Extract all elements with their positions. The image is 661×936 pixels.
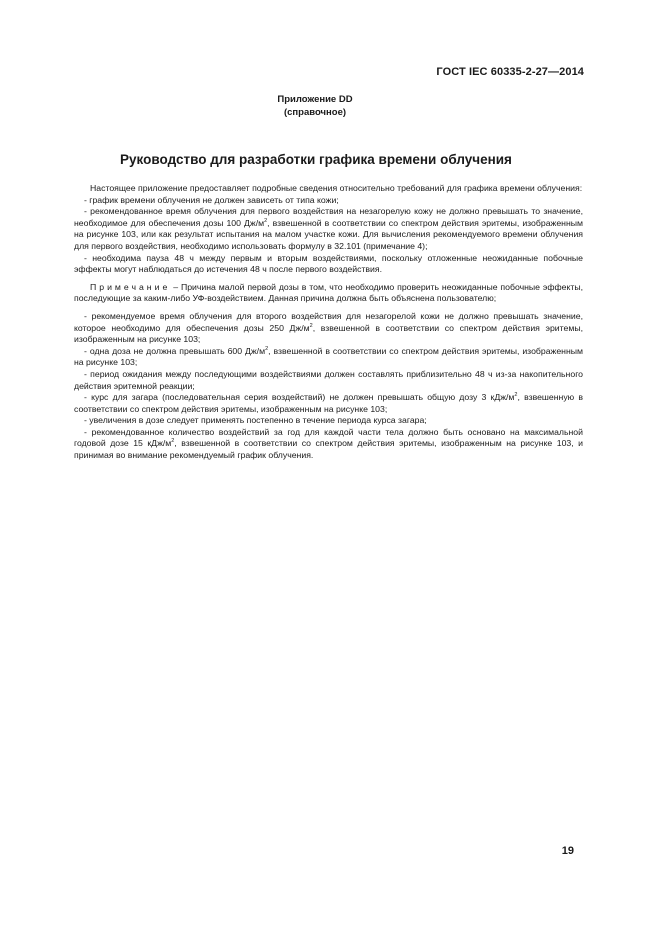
list-item: - график времени облучения не должен зависеть от типа кожи; <box>84 194 339 205</box>
text: - рекомендуемое время облучения для второго воздействия для незагорелой кожи не должно превышать значение, которое необходимо для обеспечения дозы 250 Дж/м <box>74 310 583 333</box>
superscript: 2 <box>171 438 175 445</box>
text: , взвешенной в соответствии со спектром действия эритемы, изображенным на рисунке 103, или как результат испытания на малом участке кожи. Для вычисления рекомендуемого времени облучения для первого воздействия, необходимо использовать формулу в 32.101 (примечание 4); <box>74 217 583 251</box>
superscript: 2 <box>264 217 268 224</box>
list-item: - необходима пауза 48 ч между первым и вторым воздействиями, поскольку отложенные неожиданные побочные эффекты могут наблюдаться до истечения 48 ч после первого воздействия. <box>74 252 583 275</box>
note-text: – Причина малой первой дозы в том, что необходимо проверить неожиданные побочные эффекты, последующие за каким-либо УФ-воздействием. Данная причина должна быть объяснена пользователю; <box>74 281 583 304</box>
text: , взвешенную в соответствии со спектром действия эритемы, изображенным на рисунке 103; <box>74 392 583 414</box>
list-item: - период ожидания между последующими воздействиями должен составлять приблизительно 48 ч из-за накопительного действия эритемной реакции; <box>74 368 583 391</box>
list-item <box>74 392 583 415</box>
superscript: 2 <box>309 322 313 329</box>
text: , взвешенной в соответствии со спектром действия эритемы, изображенным на рисунке 103; <box>74 345 583 368</box>
annex-heading <box>0 93 630 119</box>
list-item <box>74 206 583 252</box>
intro-paragraph: Настоящее приложение предоставляет подробные сведения относительно требований для графика времени облучения: <box>90 183 583 193</box>
superscript: 2 <box>265 345 269 352</box>
text: , взвешенной в соответствии со спектром действия эритемы, изображенным на рисунке 103; <box>74 322 583 345</box>
note-label: Примечание <box>90 281 171 292</box>
text: - курс для загара (последовательная серия воздействий) не должен превышать общую дозу 3 кДж/м <box>84 392 515 403</box>
text: - рекомендованное время облучения для первого воздействия на незагорелую кожу не должно превышать то значение, необходимое для обеспечения дозы 100 Дж/м <box>74 206 583 228</box>
document-header: ГОСТ IEC 60335-2-27—2014 <box>436 66 584 78</box>
list-item <box>74 346 583 369</box>
page-number: 19 <box>561 845 574 857</box>
text: - одна доза не должна превышать 600 Дж/м <box>84 345 266 356</box>
note-paragraph <box>74 282 583 305</box>
text: - рекомендованное количество воздействий за год для каждой части тела должно быть основано на максимальной годовой дозе 15 кДж/м <box>74 426 583 449</box>
page-title: Руководство для разработки графика времени облучения <box>120 152 512 167</box>
superscript: 2 <box>514 392 518 399</box>
annex-title: Приложение DD <box>277 94 353 105</box>
list-item <box>74 311 583 346</box>
annex-subtitle: (справочное) <box>283 107 347 118</box>
list-item <box>74 427 583 462</box>
text: , взвешенной в соответствии со спектром действия эритемы, изображенным на рисунке 103, и принимая во внимание рекомендуемый график облучения. <box>74 438 583 461</box>
list-item: - увеличения в дозе следует применять постепенно в течение периода курса загара; <box>84 415 427 426</box>
document-body <box>74 183 583 462</box>
